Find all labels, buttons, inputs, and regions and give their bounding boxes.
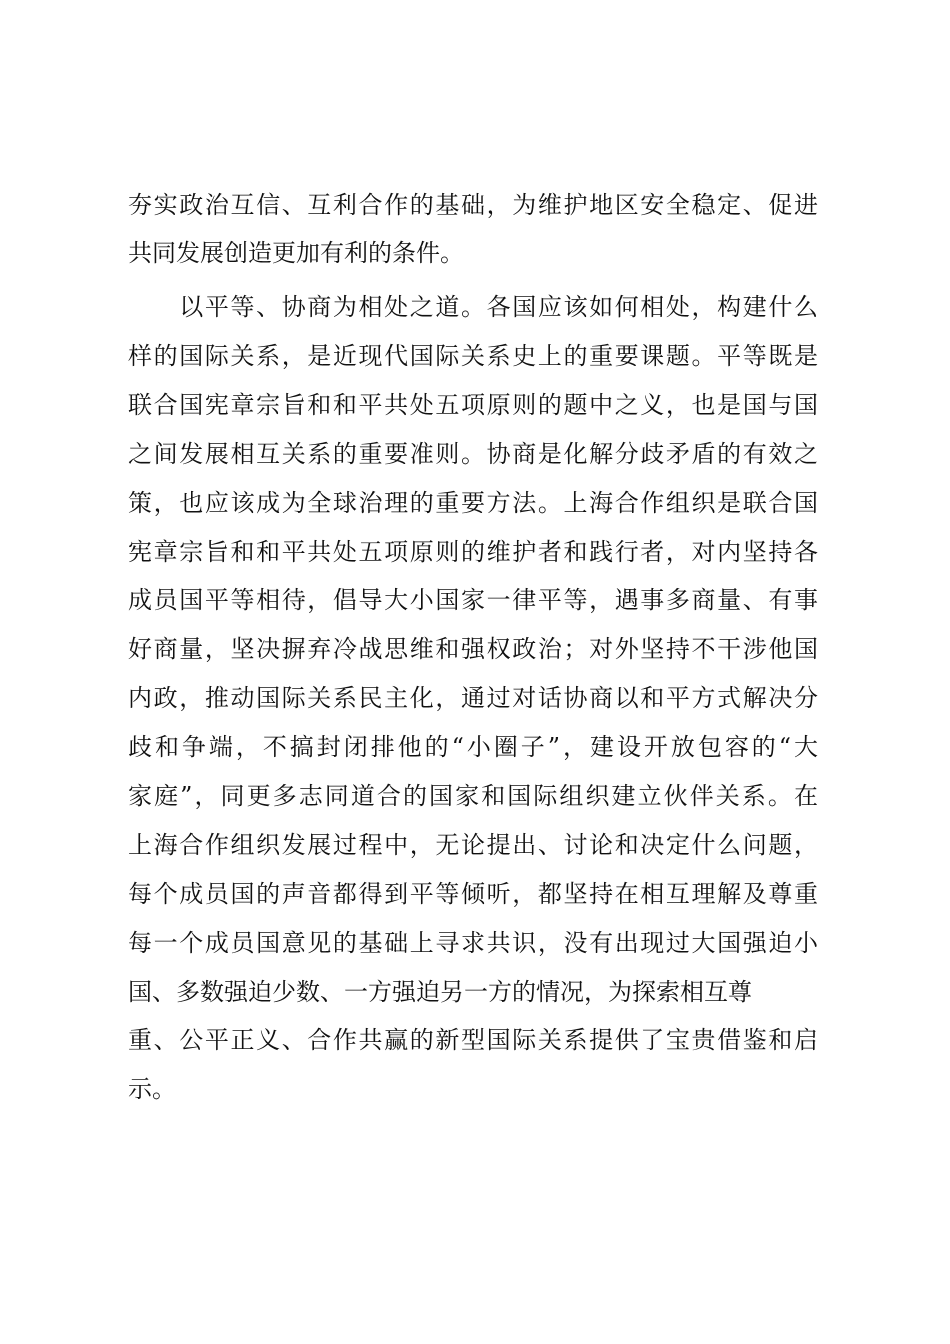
paragraph-heading-line: 以平等、协商为相处之道。各国应该如何相处，构建什么 <box>128 293 818 321</box>
text-line: 家庭”，同更多志同道合的国家和国际组织建立伙伴关系。在 <box>128 782 818 810</box>
text-line: 成员国平等相待，倡导大小国家一律平等，遇事多商量、有事 <box>128 586 818 614</box>
text-line: 每个成员国的声音都得到平等倾听，都坚持在相互理解及尊重 <box>128 880 818 908</box>
text-line: 好商量，坚决摒弃冷战思维和强权政治；对外坚持不干涉他国 <box>128 635 818 663</box>
text-line: 上海合作组织发展过程中，无论提出、讨论和决定什么问题， <box>128 831 818 859</box>
text-line: 之间发展相互关系的重要准则。协商是化解分歧矛盾的有效之 <box>128 440 818 468</box>
text-line: 联合国宪章宗旨和和平共处五项原则的题中之义，也是国与国 <box>128 391 818 419</box>
text-line: 内政，推动国际关系民主化，通过对话协商以和平方式解决分 <box>128 684 818 712</box>
text-line: 共同发展创造更加有利的条件。 <box>128 239 464 267</box>
text-line: 样的国际关系，是近现代国际关系史上的重要课题。平等既是 <box>128 342 818 370</box>
text-line: 宪章宗旨和和平共处五项原则的维护者和践行者，对内坚持各 <box>128 538 818 566</box>
text-line: 夯实政治互信、互利合作的基础，为维护地区安全稳定、促进 <box>128 191 818 219</box>
text-line: 每一个成员国意见的基础上寻求共识，没有出现过大国强迫小 <box>128 929 818 957</box>
text-line: 歧和争端，不搞封闭排他的“小圈子”，建设开放包容的“大 <box>128 733 818 761</box>
text-line: 重、公平正义、合作共赢的新型国际关系提供了宝贵借鉴和启 <box>128 1026 818 1054</box>
text-line: 示。 <box>128 1075 176 1103</box>
text-line: 国、多数强迫少数、一方强迫另一方的情况，为探索相互尊 <box>128 978 752 1006</box>
text-line: 策，也应该成为全球治理的重要方法。上海合作组织是联合国 <box>128 489 818 517</box>
